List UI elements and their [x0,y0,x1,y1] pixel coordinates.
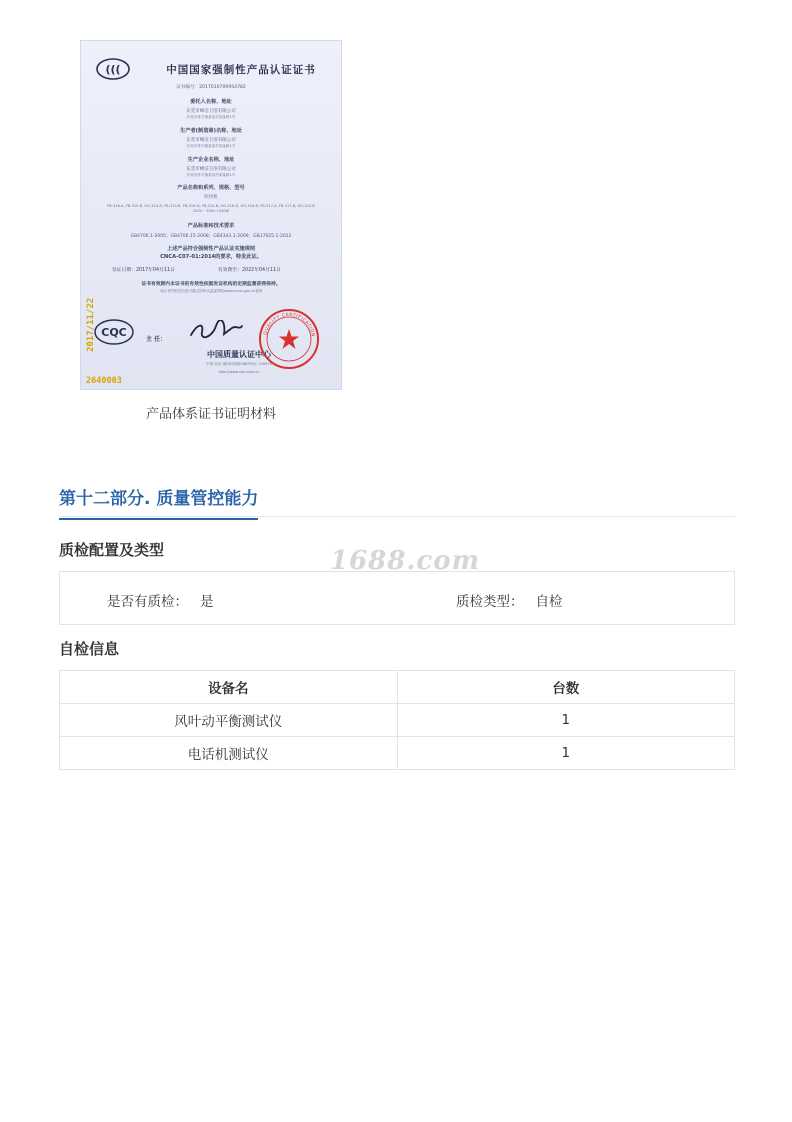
cert-validity-note: 证书有效期内本证书的有效性依据发证机构的定期监督获得保持。 [141,282,281,287]
has-qc-field [107,590,214,610]
cert-issuer: 中国质量认证中心 [207,350,271,359]
table-header-row [60,671,735,704]
qc-config-heading: 质检配置及类型 [59,541,165,559]
cert-standard-title: 产品标准和技术要求 [187,223,235,229]
cert-rule-line: 上述产品符合强制性产品认证实施规则 [166,246,256,252]
table-row [60,704,735,737]
column-header-equipment: 设备名 [60,671,398,704]
cert-line: 东莞市常平镇某某村某某路1号 [186,144,236,148]
equipment-table [59,670,735,770]
cert-issuer-url: http://www.cqc.com.cn [218,370,260,374]
official-seal-icon [258,308,320,370]
cert-line: 东莞市峰洁卫浴有限公司 [186,109,236,114]
self-check-heading: 自检信息 [59,640,120,658]
photo-date-stamp: 2017/11/22 [86,297,96,352]
cqc-logo-icon [94,318,134,346]
seal-text: QUALITY CERTIFICATION [263,312,315,338]
qc-type-field [456,590,563,610]
signature-icon [188,320,244,340]
serial-stamp: 2640003 [86,376,122,386]
cert-valid-date: 有效期至：2022年04月11日 [218,268,281,273]
qc-type-label: 质检类型： [456,594,524,610]
cert-model-line: FB-316-A, FB-319-B, HO-314-A, FB-314-B, FB-319-D, FB-315-B, HO-316-D, HO-316-B, FB-317-A, FB-317-B, HO-310-B 220V~ 50Hz 1200W [107,204,315,213]
has-qc-value: 是 [200,594,214,610]
cert-line: 生产者(制造商)名称、地址 [180,128,242,134]
cert-standard-line: GB4706.1-2005；GB4706.15-2008；GB4343.1-2009；GB17625.1-2012 [130,234,292,239]
certificate-number: 证书编号：2017010709954782 [176,85,246,90]
section-header [59,476,735,517]
cert-line: 东莞市常平镇某某村某某路1号 [186,173,236,177]
certificate-image [80,40,342,390]
cert-line: 东莞市常平镇某某村某某路1号 [186,115,236,119]
cert-line: 东莞市峰洁卫浴有限公司 [186,138,236,143]
cert-line: 产品名称和系列、规格、型号 [177,185,245,191]
cert-inquiry-note: 本证书的相关信息可通过国家认监委网站www.cnca.gov.cn查询 [159,289,263,293]
cert-line: 委托人名称、地址 [190,99,232,105]
certificate-title: 中国国家强制性产品认证证书 [166,64,316,76]
qc-config-box [59,571,735,625]
qc-type-value: 自检 [535,594,563,610]
cert-line: 吹风机 [204,195,218,200]
equipment-count-cell: 1 [397,737,735,770]
cert-line: 生产企业名称、地址 [187,157,235,163]
cert-signer-label: 主 任： [146,336,167,343]
certificate-caption: 产品体系证书证明材料 [145,407,276,422]
cert-rule-line: CNCA-C07-01:2014的要求，特发此证。 [160,254,262,260]
svg-text:(((: ((( [105,63,121,76]
cert-issue-date: 发证日期：2017年04月11日 [112,268,175,273]
equipment-name-cell: 风叶动平衡测试仪 [60,704,398,737]
cqc-logo-text: CQC [101,326,127,339]
equipment-name-cell: 电话机测试仪 [60,737,398,770]
cert-issuer-address: 中国·北京·南四环西路188号9区 100070 [206,362,272,366]
equipment-count-cell: 1 [397,704,735,737]
certificate-figure [80,40,342,422]
cert-line: 东莞市峰洁卫浴有限公司 [186,167,236,172]
has-qc-label: 是否有质检： [107,594,188,610]
section-title: 第十二部分. 质量管控能力 [59,484,258,520]
svg-text:QUALITY CERTIFICATION CENTER [258,308,316,339]
watermark: 1688.com [330,546,481,576]
table-row [60,737,735,770]
column-header-count: 台数 [397,671,735,704]
